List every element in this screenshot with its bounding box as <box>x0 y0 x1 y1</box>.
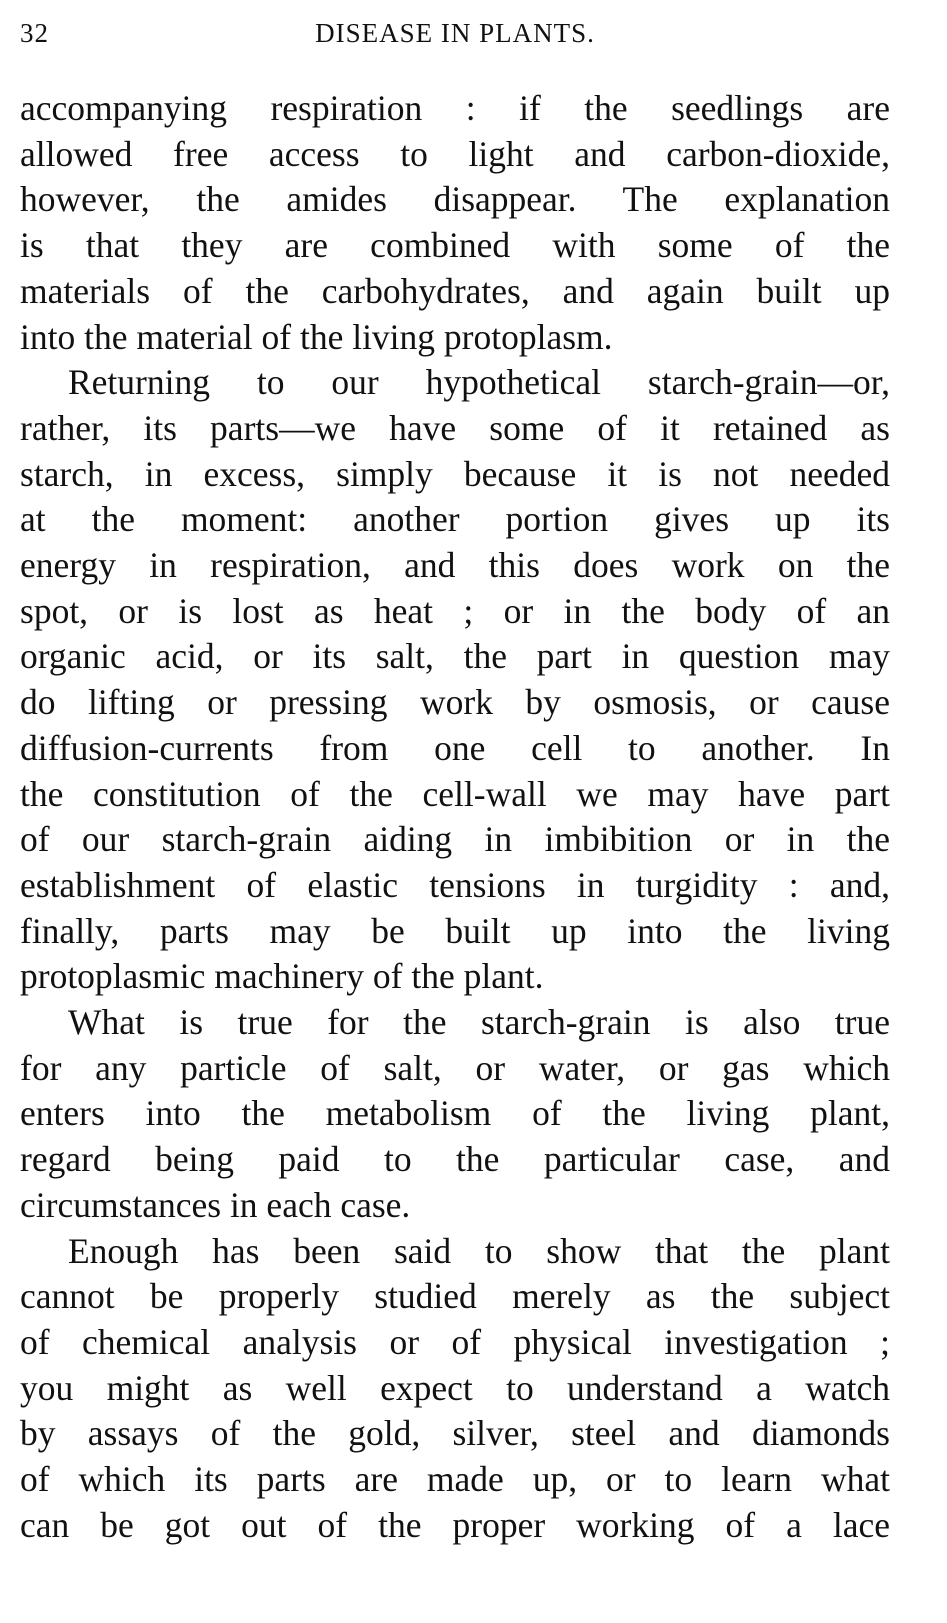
paragraph <box>20 360 890 1000</box>
page-number: 32 <box>20 18 49 48</box>
text-line: can be got out of the proper working of a lace <box>20 1504 890 1545</box>
text-line: accompanying respiration : if the seedlings are <box>20 88 890 128</box>
paragraph <box>20 1000 890 1229</box>
text-line: enters into the metabolism of the living plant, <box>20 1093 890 1134</box>
text-line: Enough has been said to show that the plant <box>68 1230 890 1271</box>
body-text <box>20 86 890 1549</box>
text-line: allowed free access to light and carbon-dioxide, <box>20 133 890 174</box>
running-head <box>20 14 890 60</box>
text-line: of chemical analysis or of physical investigation ; <box>20 1321 890 1362</box>
text-line: however, the amides disappear. The explanation <box>20 179 890 220</box>
text-line: energy in respiration, and this does work on the <box>20 545 890 586</box>
text-line: circumstances in each case. <box>20 1184 411 1225</box>
text-line: Returning to our hypothetical starch-grain—or, <box>68 362 890 403</box>
text-line: is that they are combined with some of the <box>20 225 890 266</box>
text-line: starch, in excess, simply because it is not needed <box>20 453 890 494</box>
book-page <box>20 14 890 1549</box>
text-line: finally, parts may be built up into the living <box>20 910 890 951</box>
paragraph <box>20 86 890 360</box>
text-line: into the material of the living protoplasm. <box>20 316 613 357</box>
running-title: DISEASE IN PLANTS. <box>315 18 595 48</box>
text-line: you might as well expect to understand a watch <box>20 1367 890 1408</box>
text-line: the constitution of the cell-wall we may have part <box>20 773 890 814</box>
text-line: spot, or is lost as heat ; or in the body of an <box>20 590 890 631</box>
text-line: What is true for the starch-grain is also true <box>68 1002 890 1043</box>
text-line: for any particle of salt, or water, or gas which <box>20 1047 890 1088</box>
text-line: of which its parts are made up, or to learn what <box>20 1459 890 1500</box>
text-line: organic acid, or its salt, the part in question may <box>20 636 890 677</box>
text-line: do lifting or pressing work by osmosis, or cause <box>20 682 890 723</box>
text-line: at the moment: another portion gives up its <box>20 499 890 540</box>
text-line: regard being paid to the particular case, and <box>20 1139 890 1180</box>
text-line: of our starch-grain aiding in imbibition or in the <box>20 819 890 860</box>
paragraph <box>20 1229 890 1549</box>
text-line: by assays of the gold, silver, steel and diamonds <box>20 1413 890 1454</box>
text-line: protoplasmic machinery of the plant. <box>20 956 544 997</box>
text-line: cannot be properly studied merely as the subject <box>20 1276 890 1317</box>
text-line: establishment of elastic tensions in turgidity : and, <box>20 864 890 905</box>
text-line: materials of the carbohydrates, and again built up <box>20 270 890 311</box>
text-line: rather, its parts—we have some of it retained as <box>20 407 890 448</box>
text-line: diffusion-currents from one cell to another. In <box>20 727 890 768</box>
